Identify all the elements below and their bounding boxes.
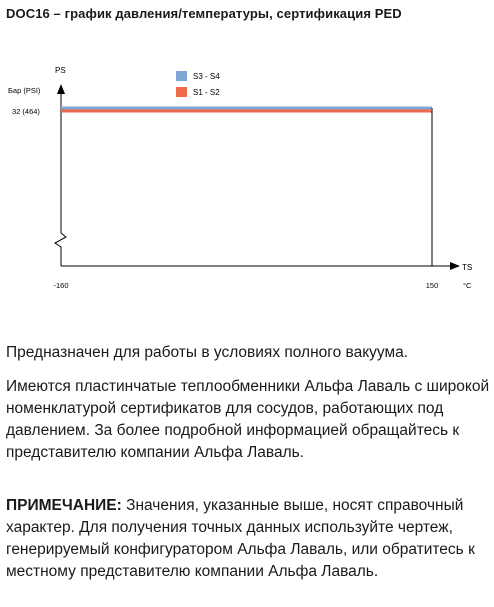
- legend-label: S3 - S4: [193, 72, 220, 81]
- x-axis-label: TS: [462, 263, 473, 272]
- y-tick-label: 32 (464): [12, 107, 40, 116]
- vacuum-paragraph: Предназначен для работы в условиях полного вакуума.: [6, 344, 409, 361]
- note-paragraph: [6, 495, 490, 583]
- x-axis-unit: °C: [463, 281, 472, 290]
- note-text: Значения, указанные выше, носят справочный характер. Для получения точных данных используйте чертеж, генерируемый конфигуратором Альфа Лаваль, или обратитесь к местному представителю компании Альфа Лаваль.: [6, 497, 475, 580]
- certificates-paragraph: Имеются пластинчатые теплообменники Альфа Лаваль с широкой номенклатурой сертификатов для сосудов, работающих под давлением. За более подробной информацией обращайтесь к представителю компании Альфа Лаваль.: [6, 378, 490, 461]
- legend-swatch: [176, 71, 187, 81]
- x-tick-label: 150: [425, 281, 439, 290]
- legend-swatch: [176, 87, 187, 97]
- pressure-temperature-chart: [0, 40, 494, 300]
- note-label: ПРИМЕЧАНИЕ:: [6, 497, 122, 514]
- x-axis-arrow-icon: [450, 262, 460, 270]
- legend-label: S1 - S2: [193, 88, 220, 97]
- y-axis-arrow-icon: [57, 84, 65, 94]
- y-axis-label: PS: [55, 66, 66, 75]
- y-axis-line: [55, 86, 66, 266]
- chart-title: DOC16 – график давления/температуры, сертификация PED: [6, 6, 402, 21]
- x-tick-label: -160: [53, 281, 69, 290]
- y-axis-unit: Бар (PSI): [8, 86, 41, 95]
